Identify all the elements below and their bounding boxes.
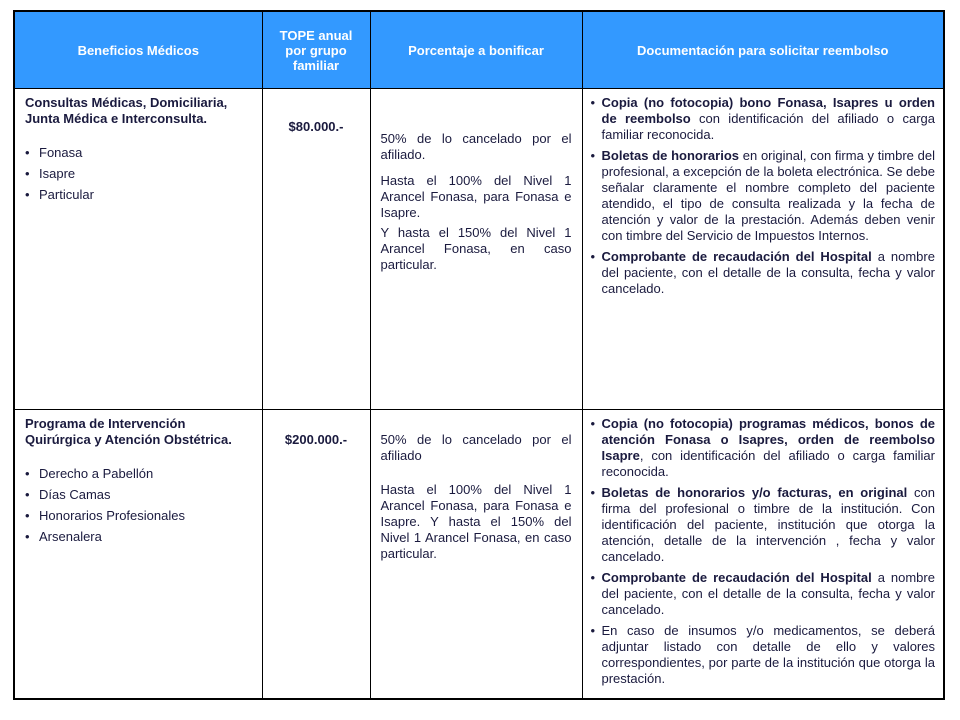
list-item: • Isapre: [25, 166, 252, 182]
tope-value: $200.000.-: [284, 432, 348, 447]
documentacion-cell: [582, 89, 944, 410]
benefits-table-container: [13, 10, 943, 700]
documentacion-list: [591, 95, 936, 297]
doc-text: a nombre del paciente, con el detalle de la consulta, fecha y valor cancelado.: [601, 570, 935, 617]
beneficio-title: Programa de Intervención Quirúrgica y Atención Obstétrica.: [25, 416, 232, 447]
benefits-table: [13, 10, 945, 700]
doc-bold: Boletas de honorarios: [601, 148, 740, 163]
list-item: • Particular: [25, 187, 252, 203]
documentacion-cell: [582, 410, 944, 700]
list-item: [591, 485, 936, 565]
list-item: [591, 249, 936, 297]
porcentaje-text: Hasta el 100% del Nivel 1 Arancel Fonasa, para Fonasa e Isapre. Y hasta el 150% del Nivel 1 Arancel Fonasa, en caso particular.: [380, 482, 572, 561]
porcentaje-cell: [370, 89, 582, 410]
header-beneficios: Beneficios Médicos: [14, 11, 262, 89]
doc-bold: Boletas de honorarios y/o facturas, en original: [601, 485, 908, 500]
porcentaje-text: Hasta el 100% del Nivel 1 Arancel Fonasa, para Fonasa e Isapre.: [380, 173, 572, 220]
header-tope: TOPE anual por grupo familiar: [262, 11, 370, 89]
beneficio-list: [25, 466, 252, 545]
beneficio-cell: [14, 410, 262, 700]
doc-text: a nombre del paciente, con el detalle de la consulta, fecha y valor cancelado.: [601, 249, 935, 296]
doc-bold: Comprobante de recaudación del Hospital: [601, 570, 872, 585]
doc-bold: Copia (no fotocopia) bono Fonasa, Isapres u orden de reembolso: [601, 95, 935, 126]
beneficio-title: Consultas Médicas, Domiciliaria, Junta Médica e Interconsulta.: [25, 95, 228, 126]
header-documentacion: Documentación para solicitar reembolso: [582, 11, 944, 89]
tope-cell: [262, 410, 370, 700]
doc-text: en original, con firma y timbre del profesional, a excepción de la boleta electrónica. Se debe señalar claramente el nombre completo del paciente atendido, el tipo de consulta realizada y la fecha de atención y valor de la prestación. Además deben venir con timbre del Servicio de Impuestos Internos.: [601, 148, 935, 243]
list-item: • Honorarios Profesionales: [25, 508, 252, 524]
tope-value: $80.000.-: [288, 119, 344, 134]
porcentaje-text: 50% de lo cancelado por el afiliado: [380, 432, 572, 463]
doc-text: con firma del profesional o timbre de la institución. Con identificación del paciente, institución que otorga la atención, detalle de la intervención , fecha y valor cancelado.: [601, 485, 935, 564]
list-item: • Fonasa: [25, 145, 252, 161]
porcentaje-text: Y hasta el 150% del Nivel 1 Arancel Fonasa, en caso particular.: [380, 225, 572, 272]
tope-cell: [262, 89, 370, 410]
list-item: • Días Camas: [25, 487, 252, 503]
doc-text: , con identificación del afiliado o carga familiar reconocida.: [601, 448, 935, 479]
list-item: [591, 623, 936, 687]
header-porcentaje: Porcentaje a bonificar: [370, 11, 582, 89]
porcentaje-text: 50% de lo cancelado por el afiliado.: [380, 131, 572, 162]
doc-bold: Comprobante de recaudación del Hospital: [601, 249, 872, 264]
list-item: [591, 416, 936, 480]
documentacion-list: [591, 416, 936, 687]
list-item: [591, 570, 936, 618]
list-item: • Arsenalera: [25, 529, 252, 545]
doc-text: con identificación del afiliado o carga familiar reconocida.: [601, 111, 935, 142]
doc-text: En caso de insumos y/o medicamentos, se deberá adjuntar listado con detalle de ello y valores correspondientes, por parte de la institución que otorga la prestación.: [601, 623, 935, 686]
porcentaje-cell: [370, 410, 582, 700]
list-item: [591, 148, 936, 244]
table-row: [14, 410, 944, 700]
list-item: [591, 95, 936, 143]
doc-bold: Copia (no fotocopia) programas médicos, bonos de atención Fonasa o Isapres, orden de reembolso Isapre: [601, 416, 935, 463]
beneficio-list: [25, 145, 252, 203]
table-row: [14, 89, 944, 410]
list-item: • Derecho a Pabellón: [25, 466, 252, 482]
header-row: [14, 11, 944, 89]
beneficio-cell: [14, 89, 262, 410]
